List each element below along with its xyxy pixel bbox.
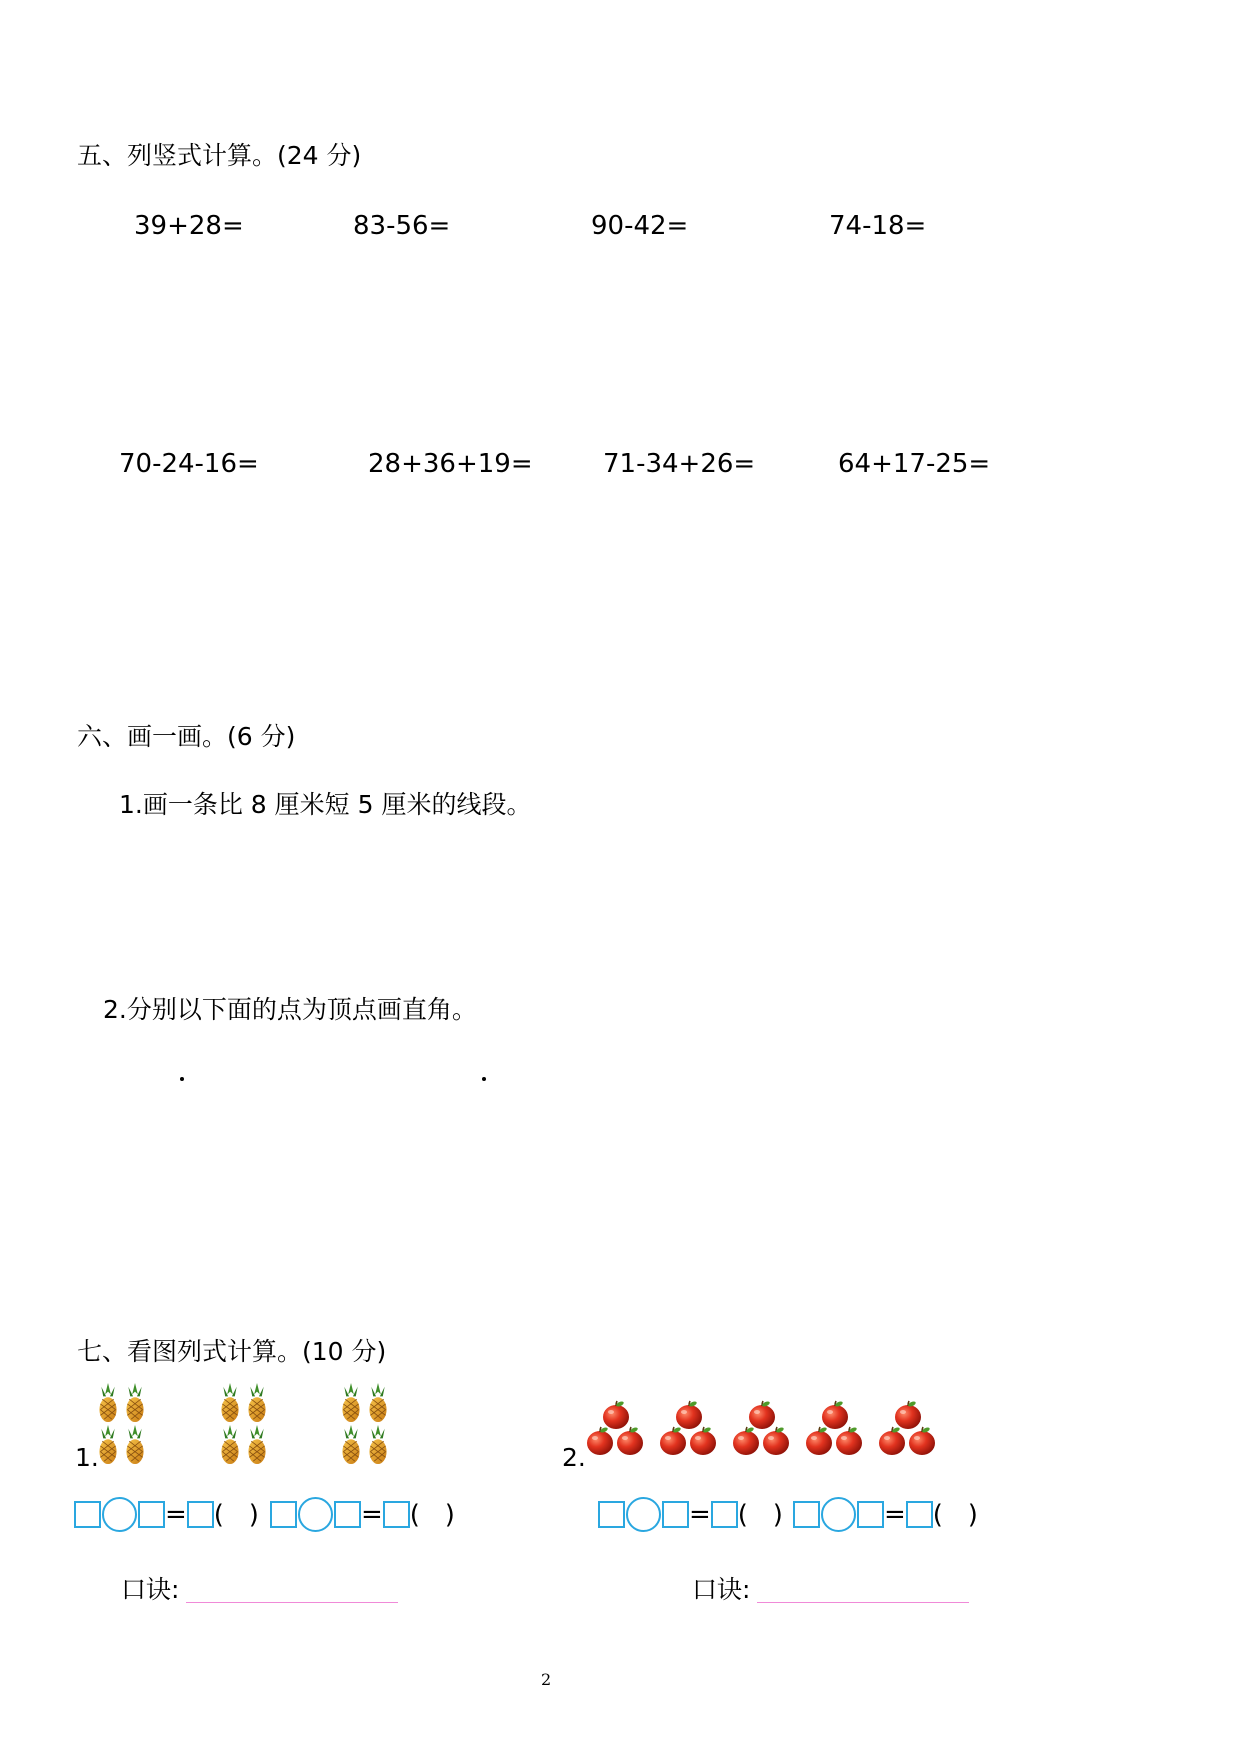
answer-box[interactable] <box>334 1501 361 1528</box>
question-2-number: 2. <box>562 1443 586 1472</box>
draw-question-2: 2.分别以下面的点为顶点画直角。 <box>103 995 477 1024</box>
q1-verse-answer-line[interactable] <box>186 1602 398 1603</box>
section-5-title: 五、列竖式计算。(24 分) <box>77 141 362 170</box>
answer-box[interactable] <box>857 1501 884 1528</box>
apple-icon <box>877 1426 907 1456</box>
answer-box[interactable] <box>383 1501 410 1528</box>
pineapple-icon <box>367 1383 389 1423</box>
apple-icon <box>834 1426 864 1456</box>
expression-2-1: 70-24-16= <box>119 449 259 479</box>
vertex-point-2[interactable] <box>482 1077 486 1081</box>
pineapple-icon <box>124 1383 146 1423</box>
apple-icon <box>688 1426 718 1456</box>
apple-icon <box>761 1426 791 1456</box>
equals-sign: = <box>884 1499 906 1530</box>
expression-2-2: 28+36+19= <box>368 449 533 479</box>
q1-equation-b <box>270 1496 455 1533</box>
unit-parentheses[interactable]: ( ) <box>932 1499 978 1530</box>
answer-box[interactable] <box>187 1501 214 1528</box>
unit-parentheses[interactable]: ( ) <box>409 1499 455 1530</box>
operator-circle[interactable] <box>298 1497 333 1532</box>
pineapple-icon <box>124 1425 146 1465</box>
question-1-number: 1. <box>75 1443 99 1472</box>
apple-icon <box>585 1426 615 1456</box>
page-number: 2 <box>541 1670 552 1689</box>
apple-icon <box>907 1426 937 1456</box>
operator-circle[interactable] <box>626 1497 661 1532</box>
pineapple-icon <box>97 1425 119 1465</box>
answer-box[interactable] <box>138 1501 165 1528</box>
unit-parentheses[interactable]: ( ) <box>213 1499 259 1530</box>
pineapple-icon <box>246 1383 268 1423</box>
q2-equation-a <box>598 1496 783 1533</box>
answer-box[interactable] <box>906 1501 933 1528</box>
apple-icon <box>804 1426 834 1456</box>
operator-circle[interactable] <box>102 1497 137 1532</box>
q2-equation-b <box>793 1496 978 1533</box>
apple-icon <box>658 1426 688 1456</box>
answer-box[interactable] <box>711 1501 738 1528</box>
q1-verse-label: 口诀: <box>121 1575 180 1604</box>
apple-icon <box>615 1426 645 1456</box>
expression-1-1: 39+28= <box>134 211 244 241</box>
equals-sign: = <box>361 1499 383 1530</box>
answer-box[interactable] <box>793 1501 820 1528</box>
operator-circle[interactable] <box>821 1497 856 1532</box>
expression-1-4: 74-18= <box>829 211 927 241</box>
pineapple-icon <box>340 1425 362 1465</box>
pineapple-icon <box>246 1425 268 1465</box>
answer-box[interactable] <box>662 1501 689 1528</box>
answer-box[interactable] <box>74 1501 101 1528</box>
q1-equation-a <box>74 1496 259 1533</box>
pineapple-icon <box>367 1425 389 1465</box>
equals-sign: = <box>689 1499 711 1530</box>
pineapple-icon <box>219 1383 241 1423</box>
draw-question-1: 1.画一条比 8 厘米短 5 厘米的线段。 <box>119 790 532 819</box>
pineapple-icon <box>219 1425 241 1465</box>
q2-verse-answer-line[interactable] <box>757 1602 969 1603</box>
equals-sign: = <box>165 1499 187 1530</box>
expression-1-2: 83-56= <box>353 211 451 241</box>
q2-verse-label: 口诀: <box>692 1575 751 1604</box>
answer-box[interactable] <box>598 1501 625 1528</box>
vertex-point-1[interactable] <box>180 1077 184 1081</box>
section-7-title: 七、看图列式计算。(10 分) <box>77 1337 387 1366</box>
expression-1-3: 90-42= <box>591 211 689 241</box>
expression-2-3: 71-34+26= <box>603 449 756 479</box>
pineapple-icon <box>97 1383 119 1423</box>
apple-icon <box>731 1426 761 1456</box>
section-6-title: 六、画一画。(6 分) <box>77 722 296 751</box>
expression-2-4: 64+17-25= <box>838 449 991 479</box>
pineapple-icon <box>340 1383 362 1423</box>
answer-box[interactable] <box>270 1501 297 1528</box>
unit-parentheses[interactable]: ( ) <box>737 1499 783 1530</box>
